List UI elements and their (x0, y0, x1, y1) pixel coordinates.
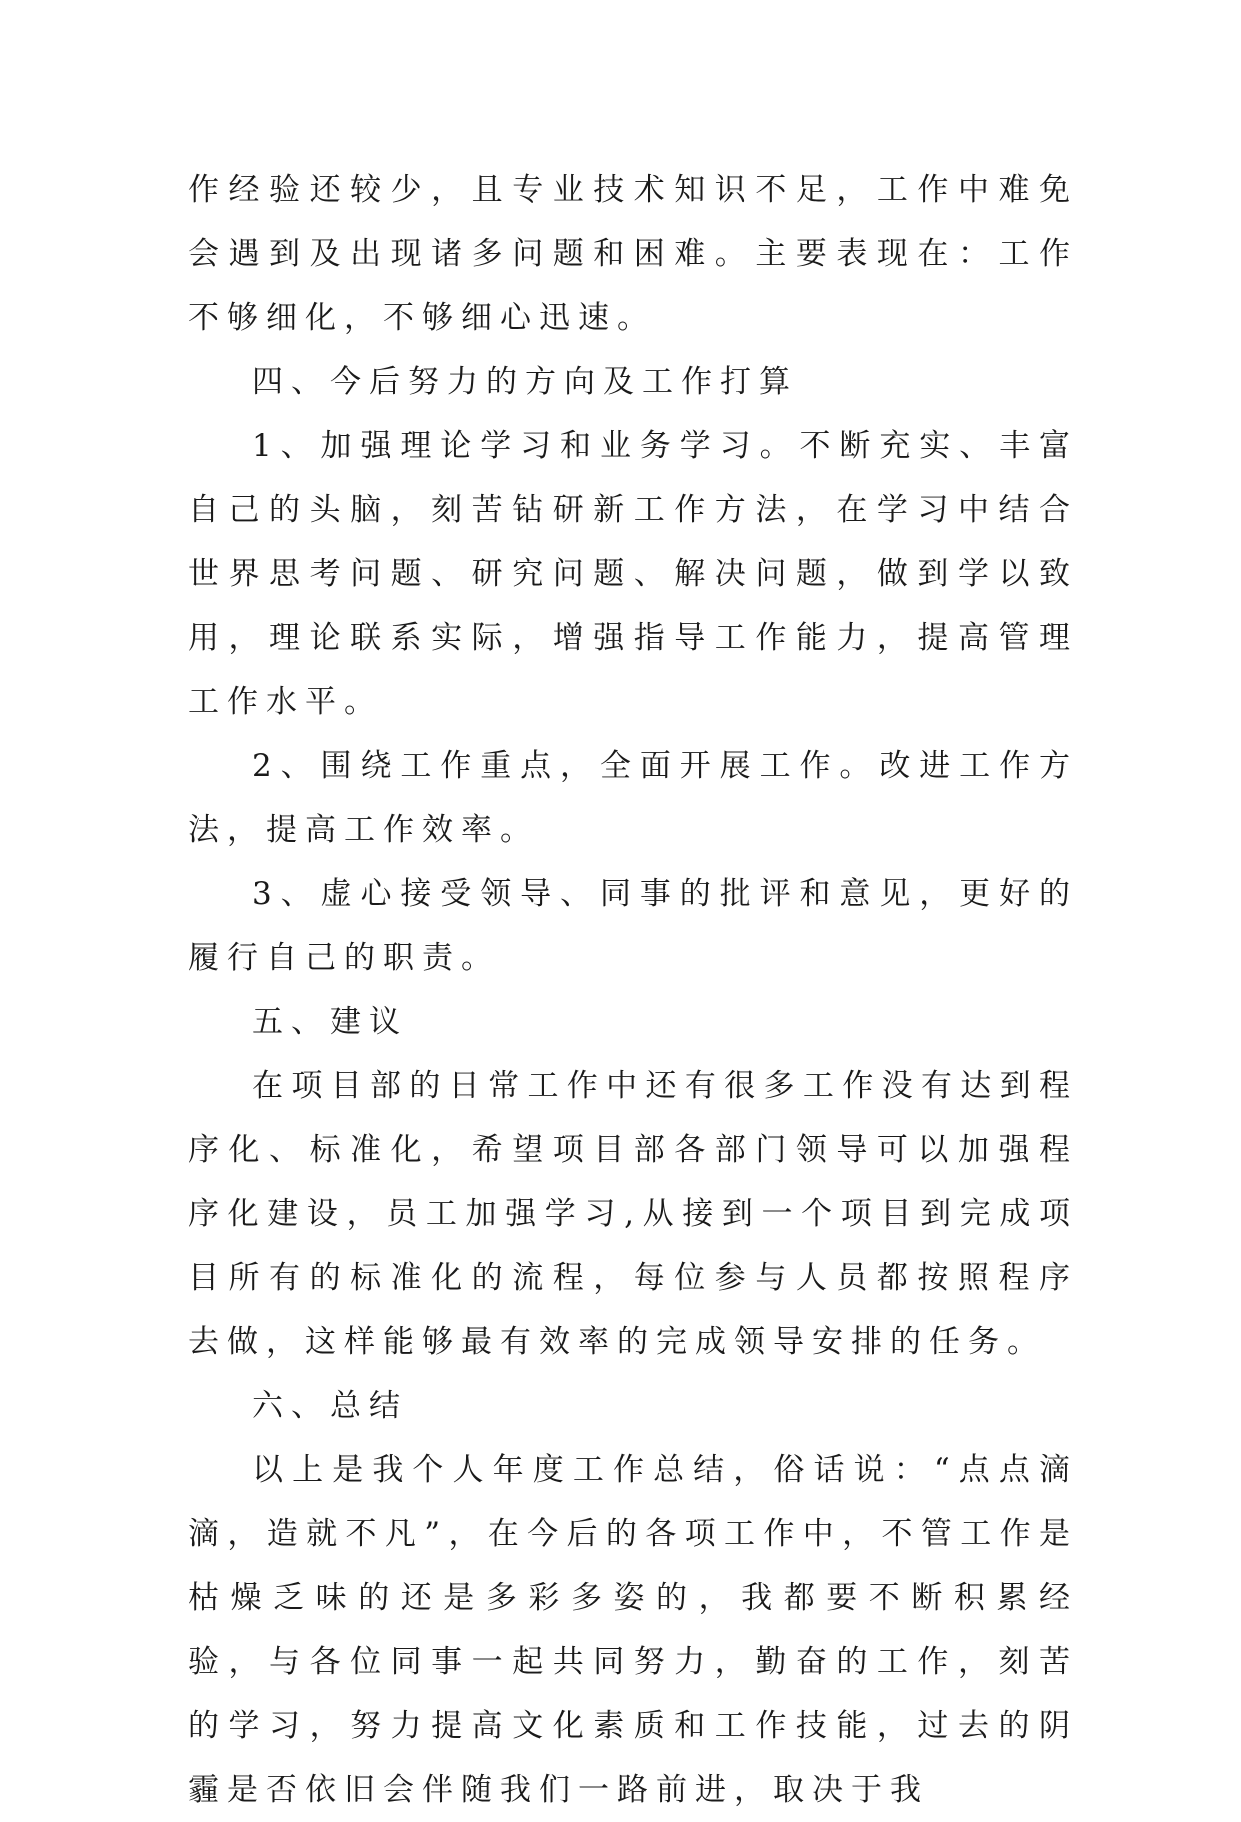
section-heading-six: 六、总结 (252, 1388, 408, 1424)
section-heading-five: 五、建议 (252, 1004, 408, 1040)
paragraph-item-2: 2、围绕工作重点，全面开展工作。改进工作方法，提高工作效率。 (188, 748, 1078, 848)
paragraph-suggestion: 在项目部的日常工作中还有很多工作没有达到程序化、标准化，希望项目部各部门领导可以加强程序化建设，员工加强学习,从接到一个项目到完成项目所有的标准化的流程，每位参与人员都按照程序去做，这样能够最有效率的完成领导安排的任务。 (188, 1068, 1078, 1360)
paragraph-item-3: 3、虚心接受领导、同事的批评和意见，更好的履行自己的职责。 (188, 876, 1078, 976)
section-heading-four: 四、今后努力的方向及工作打算 (252, 364, 798, 400)
document-body (188, 158, 1078, 1822)
paragraph-item-1: 1、加强理论学习和业务学习。不断充实、丰富自己的头脑，刻苦钻研新工作方法，在学习中结合世界思考问题、研究问题、解决问题，做到学以致用，理论联系实际，增强指导工作能力，提高管理工作水平。 (188, 428, 1078, 720)
paragraph-summary: 以上是我个人年度工作总结，俗话说：“点点滴滴，造就不凡”，在今后的各项工作中，不管工作是枯燥乏味的还是多彩多姿的，我都要不断积累经验，与各位同事一起共同努力，勤奋的工作，刻苦的学习，努力提高文化素质和工作技能，过去的阴霾是否依旧会伴随我们一路前进，取决于我 (188, 1452, 1078, 1808)
paragraph-continuation: 作经验还较少，且专业技术知识不足，工作中难免会遇到及出现诸多问题和困难。主要表现在：工作不够细化，不够细心迅速。 (188, 172, 1078, 336)
